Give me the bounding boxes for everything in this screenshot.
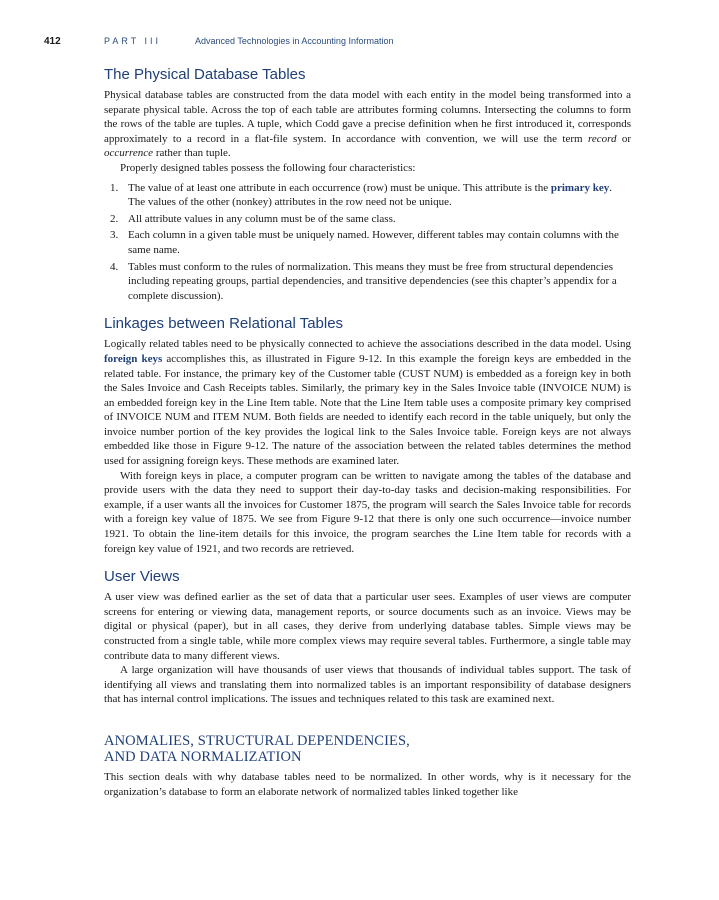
list-item — [104, 212, 631, 227]
emphasis-record: record — [587, 132, 617, 145]
text-run: . The values of the other (nonkey) attributes in the row need not be unique. — [128, 181, 612, 209]
heading-line: ANOMALIES, STRUCTURAL DEPENDENCIES, — [104, 732, 410, 749]
text-run: accomplishes this, as illustrated in Figure 9-12. In this example the foreign keys are embedded in the related table. For instance, the primary key of the Customer table (CUST NUM) is embedded as a foreign key in both the Sales Invoice and Cash Receipts tables. Similarly, the primary key in the Sales Invoice table (INVOICE NUM) is an embedded foreign key in the Line Item table. Note that the Line Item table uses a composite primary key comprised of INVOICE NUM and ITEM NUM. Both fields are needed to identify each record in the table uniquely, but only the invoice number portion of the key provides the logical link to the Sales Invoice table. Foreign keys are not always embedded like those in Figure 9-12. The nature of the association between the related tables determines the method used for assigning foreign keys. These methods are examined later. — [104, 352, 631, 468]
list-item — [104, 260, 631, 304]
running-header — [44, 36, 679, 50]
paragraph-physical-tables-1 — [104, 88, 631, 161]
list-number: 1. — [110, 181, 119, 194]
text-run: Each column in a given table must be uniquely named. However, different tables may contain columns with the same name. — [128, 229, 619, 256]
text-run: All attribute values in any column must be of the same class. — [128, 212, 396, 225]
text-run: Logically related tables need to be physically connected to achieve the associations described in the data model. Using — [104, 338, 631, 351]
text-run: Tables must conform to the rules of normalization. This means they must be free from structural dependencies including repeating groups, partial dependencies, and transitive dependencies (see this chapter’s appendix for a complete discussion). — [128, 260, 617, 302]
major-heading-anomalies — [104, 733, 631, 766]
page-content — [104, 66, 631, 799]
key-term-primary-key: primary key — [550, 181, 610, 194]
list-number: 3. — [110, 229, 119, 242]
list-item — [104, 181, 631, 210]
heading-line: AND DATA NORMALIZATION — [104, 749, 302, 766]
paragraph-anomalies-1: This section deals with why database tables need to be normalized. In other words, why is it necessary for the organization’s database to form an elaborate network of normalized tables linked together like — [104, 770, 631, 798]
paragraph-linkages-2: With foreign keys in place, a computer program can be written to navigate among the tables of the database and provide users with the data they need to support their day-to-day tasks and decision-making responsibilities. For example, if a user wants all the invoices for Customer 1875, the program will search the Sales Invoice table for records with a foreign key value of 1875. We see from Figure 9-12 that there is only one such occurrence—invoice number 1921. To obtain the line-item details for this invoice, the program searches the Line Item table for records with a foreign key value of 1921, and two records are retrieved. — [104, 469, 631, 555]
paragraph-user-views-2: A large organization will have thousands of user views that thousands of individual tables support. The task of identifying all views and translating them into normalized tables is an important responsibility of database designers that has internal control implications. The issues and techniques related to this task are examined next. — [104, 664, 631, 706]
key-term-foreign-keys: foreign keys — [104, 352, 163, 365]
chapter-title: Advanced Technologies in Accounting Information — [195, 36, 394, 46]
list-item — [104, 228, 631, 257]
text-run: The value of at least one attribute in each occurrence (row) must be unique. This attribute is the — [128, 181, 551, 194]
section-heading-physical-tables: The Physical Database Tables — [104, 66, 306, 83]
text-run: rather than tuple. — [153, 147, 231, 160]
characteristics-list — [104, 181, 631, 304]
part-label: PART III — [104, 36, 162, 46]
paragraph-linkages-1 — [104, 337, 631, 468]
page-number: 412 — [44, 36, 61, 47]
paragraph-physical-tables-2: Properly designed tables possess the following four characteristics: — [120, 161, 416, 174]
list-number: 2. — [110, 212, 119, 225]
section-heading-user-views: User Views — [104, 568, 180, 586]
paragraph-user-views-1: A user view was defined earlier as the set of data that a particular user sees. Examples of user views are computer screens for entering or viewing data, management reports, or source documents such as an invoice. Views may be digital or physical (paper), but in all cases, they derive from underlying database tables. Simple views may be constructed from a single table, while more complex views may require several tables. Furthermore, a single table may contribute data to many different views. — [104, 591, 631, 662]
text-run: or — [616, 132, 631, 145]
text-run: Physical database tables are constructed from the data model with each entity in the model being transformed into a separate physical table. Across the top of each table are attributes forming columns. Intersecting the columns to form the rows of the table are tuples. A tuple, which Codd gave a precise definition when he first introduced it, corresponds approximately to a record in a flat-file system. In accordance with convention, we will use the term — [104, 89, 631, 145]
section-heading-linkages: Linkages between Relational Tables — [104, 315, 344, 333]
list-number: 4. — [110, 260, 119, 273]
emphasis-occurrence: occurrence — [104, 147, 154, 160]
